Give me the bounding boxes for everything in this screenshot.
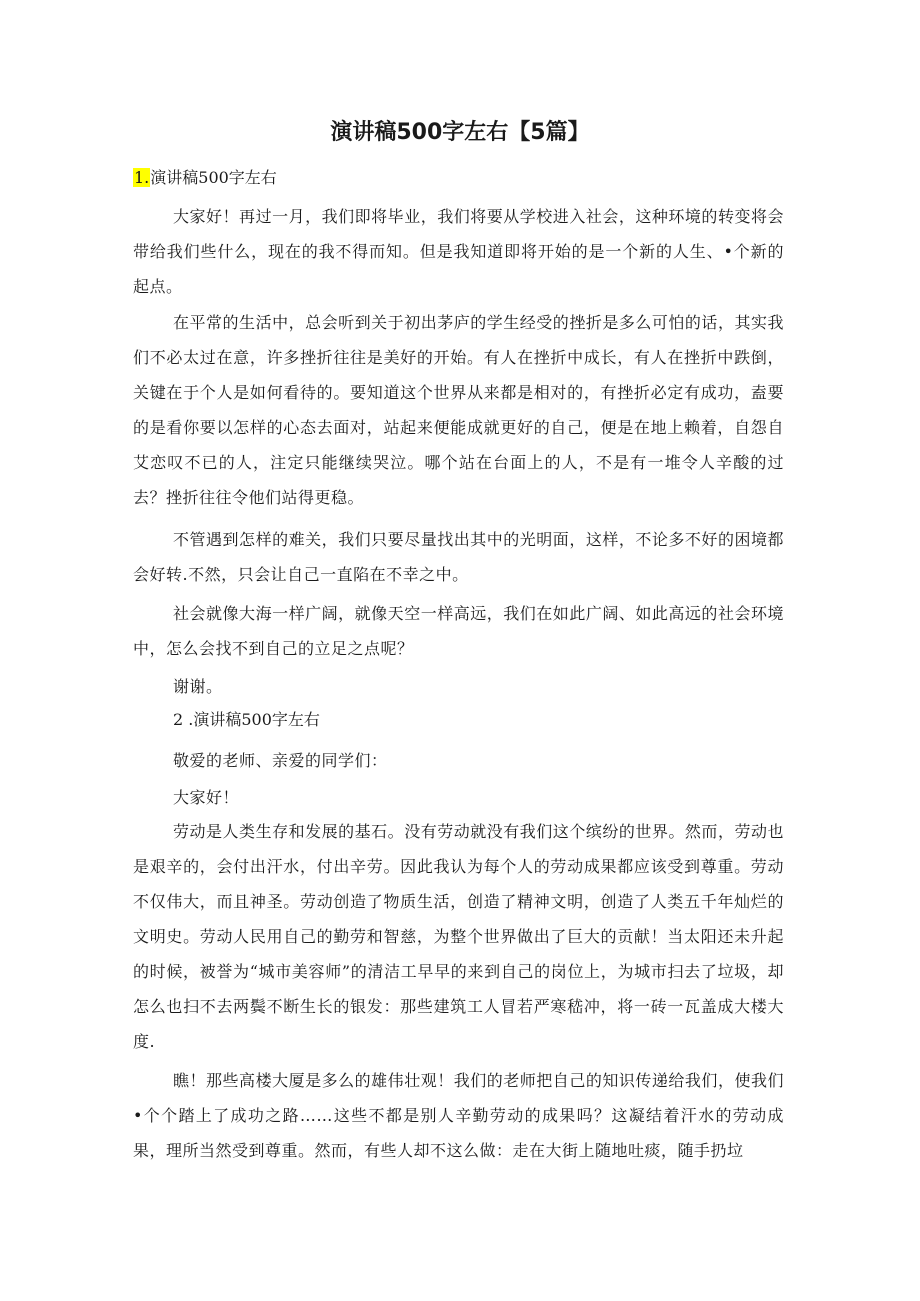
paragraph: 社会就像大海一样广阔，就像天空一样高远，我们在如此广阔、如此高远的社会环境中，怎么会找不到自己的立足之点呢？ bbox=[133, 604, 784, 658]
section-2-heading: 2 .演讲稿500字左右 bbox=[173, 710, 320, 729]
paragraph: 不管遇到怎样的难关，我们只要尽量找出其中的光明面，这样，不论多不好的困境都会好转.不然，只会让自己一直陷在不幸之中。 bbox=[133, 530, 784, 584]
paragraph: 劳动是人类生存和发展的基石。没有劳动就没有我们这个缤纷的世界。然而，劳动也是艰辛的，会付出汗水，付出辛劳。因此我认为每个人的劳动成果都应该受到尊重。劳动不仅伟大，而且神圣。劳动创造了物质生活，创造了精神文明，创造了人类五千年灿烂的文明史。劳动人民用自己的勤劳和智慈，为整个世界做出了巨大的贡献！当太阳还未升起的时候，被誉为“城市美容师”的清洁工早早的来到自己的岗位上，为城市扫去了垃圾，却怎么也扫不去两鬓不断生长的银发：那些建筑工人冒若严寒嵇冲，将一砖一瓦盖成大楼大度. bbox=[133, 822, 784, 1051]
paragraph: 谢谢。 bbox=[173, 677, 223, 696]
paragraph: 敬爱的老师、亲爱的同学们： bbox=[173, 751, 388, 770]
document-title: 演讲稿500字左右【5篇】 bbox=[330, 120, 590, 145]
section-1-number: 1. bbox=[134, 168, 150, 187]
paragraph: 大家好！再过一月，我们即将毕业，我们将要从学校进入社会，这种环境的转变将会带给我们些什么，现在的我不得而知。但是我知道即将开始的是一个新的人生、•个新的起点。 bbox=[133, 207, 784, 296]
section-1-heading bbox=[133, 166, 277, 190]
paragraph: 在平常的生活中，总会听到关于初出茅庐的学生经受的挫折是多么可怕的话，其实我们不必太过在意，许多挫折往往是美好的开始。有人在挫折中成长，有人在挫折中跌倒，关键在于个人是如何看待的。要知道这个世界从来都是相对的，有挫折必定有成功，盍要的是看你要以怎样的心态去面对，站起来便能成就更好的自己，便是在地上赖着，自怨自艾恋叹不已的人，注定只能继续哭泣。哪个站在台面上的人，不是有一堆令人辛酸的过去？挫折往往令他们站得更稳。 bbox=[133, 313, 784, 507]
section-1-title: 演讲稿500字左右 bbox=[150, 168, 277, 187]
paragraph: 瞧！那些高楼大厦是多么的雄伟壮观！我们的老师把自己的知识传递给我们，使我们•个个踏上了成功之路……这些不都是别人辛勤劳动的成果吗？这凝结着汗水的劳动成果，理所当然受到尊重。然而，有些人却不这么做：走在大街上随地吐痰，随手扔垃 bbox=[133, 1071, 784, 1160]
paragraph: 大家好！ bbox=[173, 788, 240, 807]
